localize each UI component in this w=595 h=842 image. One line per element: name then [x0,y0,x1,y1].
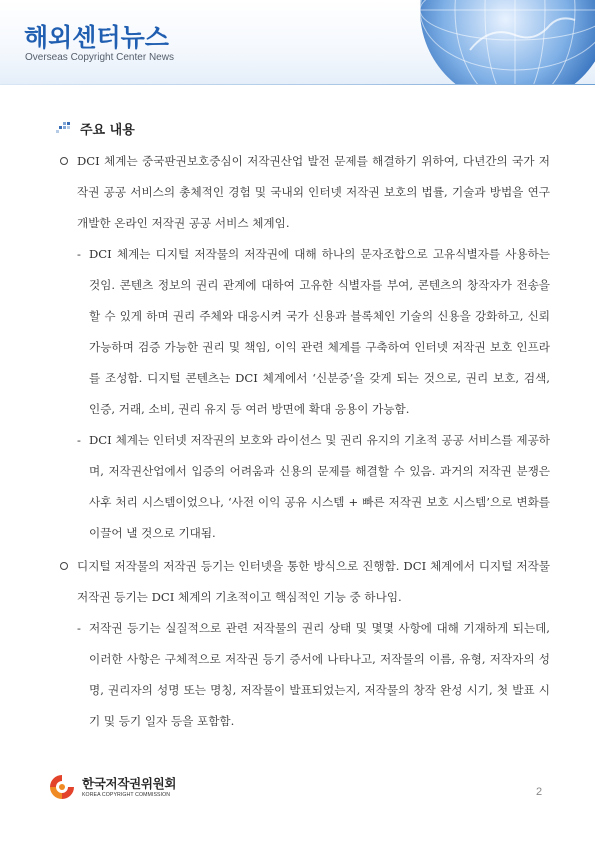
sub-text: DCI 체계는 인터넷 저작권의 보호와 라이선스 및 권리 유지의 기초적 공공 서비스를 제공하며, 저작권산업에서 입증의 어려움과 신용의 문제를 해결할 수 있음. 과거의 저작권 분쟁은 사후 처리 시스템이었으나, ‘사전 이익 공유 시스템 + 빠른 저작권 보호 시스템’으로 변화를 이끌어 낼 것으로 기대됨. [89,433,550,540]
section-heading [56,118,135,138]
sub-text: 저작권 등기는 실질적으로 관련 저작물의 권리 상태 및 몇몇 사항에 대해 기재하게 되는데, 이러한 사항은 구체적으로 저작권 등기 증서에 나타나고, 저작물의 이름, 유형, 저작자의 성명, 권리자의 성명 또는 명칭, 저작물이 발표되었는지, 저작물의 창작 완성 시기, 첫 발표 시기 및 등기 일자 등을 포함함. [89,621,550,728]
square-cluster-icon [56,121,70,135]
org-name [82,776,176,799]
footer-logo [48,772,176,802]
org-name-en: KOREA COPYRIGHT COMMISSION [82,791,171,798]
bullet-text: DCI 체계는 중국판권보호중심이 저작권산업 발전 문제를 해결하기 위하여, 다년간의 국가 저작권 공공 서비스의 총체적인 경험 및 국내외 인터넷 저작권 보호의 법률, 기술과 방법을 연구 개발한 온라인 저작권 공공 서비스 체계임. [77,154,550,230]
header-divider [0,84,595,85]
bullet-item [60,551,550,613]
org-name-ko: 한국저작권위원회 [82,775,177,791]
content-body [60,146,550,737]
section-title: 주요 내용 [80,122,135,138]
kcc-logo-icon [48,773,76,801]
sub-item [77,613,550,737]
page-title: 해외센터뉴스 [24,23,169,52]
circle-bullet-icon [60,551,68,582]
dash-bullet: - [77,433,81,447]
page-subtitle: Overseas Copyright Center News [25,52,174,63]
bullet-text: 디지털 저작물의 저작권 등기는 인터넷을 통한 방식으로 진행함. DCI 체계에서 디지털 저작물 저작권 등기는 DCI 체계의 기초적이고 핵심적인 기능 중 하나임. [77,559,550,604]
bullet-item [60,146,550,239]
page-number: 2 [536,786,543,798]
dash-bullet: - [77,621,81,635]
dash-bullet: - [77,247,81,261]
globe-icon [410,0,595,85]
page-header [0,0,595,85]
sub-item [77,239,550,425]
circle-bullet-icon [60,146,68,177]
sub-item [77,425,550,549]
sub-text: DCI 체계는 디지털 저작물의 저작권에 대해 하나의 문자조합으로 고유식별자를 사용하는 것임. 콘텐츠 정보의 권리 관계에 대하여 고유한 식별자를 부여, 콘텐츠의 창작자가 전송을 할 수 있게 하며 권리 주체와 대응시켜 국가 신용과 블록체인 기술의 신용을 강화하고, 신뢰 가능하며 검증 가능한 권리 및 책임, 이익 관련 체계를 구축하여 인터넷 저작권 보호 인프라를 조성함. 디지털 콘텐츠는 DCI 체계에서 ‘신분증’을 갖게 되는 것으로, 권리 보호, 검색, 인증, 거래, 소비, 권리 유지 등 여러 방면에 확대 응용이 가능함. [89,247,550,416]
